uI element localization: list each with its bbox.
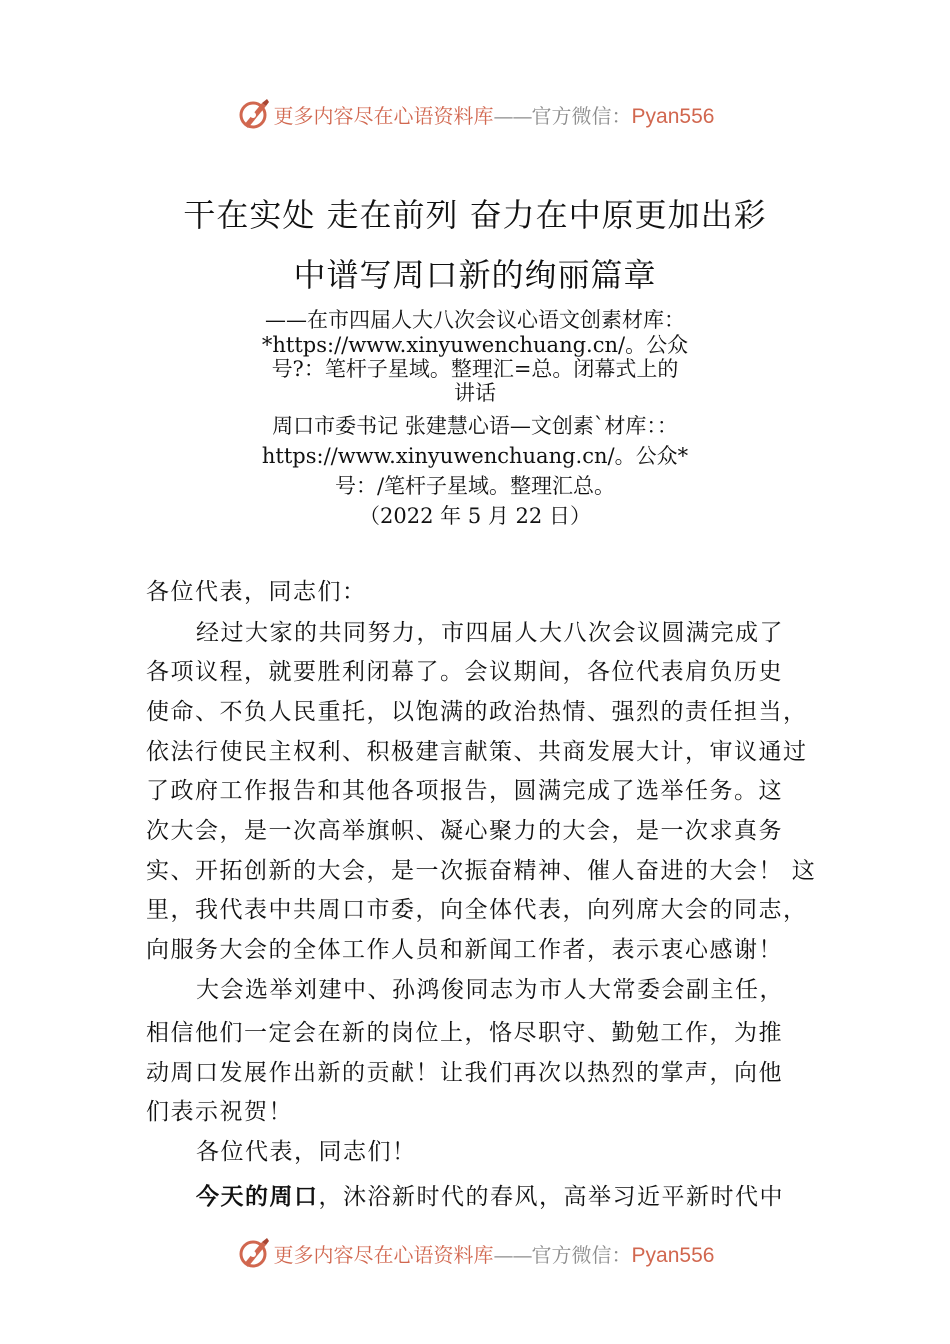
paragraph-line: 动周口发展作出新的贡献！让我们再次以热烈的掌声，向他 bbox=[146, 1060, 783, 1086]
paragraph-line bbox=[196, 1178, 866, 1211]
paragraph-line: 次大会，是一次高举旗帜、凝心聚力的大会，是一次求真务 bbox=[146, 818, 783, 844]
paragraph-line: 们表示祝贺！ bbox=[146, 1099, 293, 1125]
banner-text: 更多内容尽在心语资料库——官方微信：Pyan556 bbox=[273, 1242, 715, 1267]
paragraph-line: 经过大家的共同努力，市四届人大八次会议圆满完成了 bbox=[196, 620, 784, 646]
page-title-line-1: 干在实处 走在前列 奋力在中原更加出彩 bbox=[183, 196, 767, 234]
paragraph-line: 各项议程，就要胜利闭幕了。会议期间，各位代表肩负历史 bbox=[146, 659, 783, 685]
paragraph-text: ，沐浴新时代的春风，高举习近平新时代中 bbox=[318, 1184, 784, 1210]
subtitle-line: ——在市四届人大八次会议心语文创素材库： bbox=[265, 308, 685, 332]
salutation: 各位代表，同志们： bbox=[146, 579, 367, 605]
paragraph-line: 依法行使民主权利、积极建言献策、共商发展大计，审议通过 bbox=[146, 739, 808, 765]
banner-text: 更多内容尽在心语资料库——官方微信：Pyan556 bbox=[273, 103, 715, 128]
paragraph-line: 相信他们一定会在新的岗位上，恪尽职守、勤勉工作，为推 bbox=[146, 1020, 783, 1046]
paragraph-line: 各位代表，同志们！ bbox=[196, 1139, 417, 1165]
paragraph-line: 实、开拓创新的大会，是一次振奋精神、催人奋进的大会！ 这 bbox=[146, 858, 817, 884]
paragraph-line: 大会选举刘建中、孙鸿俊同志为市人大常委会副主任， bbox=[196, 977, 784, 1003]
bold-lead-text: 今天的周口 bbox=[196, 1184, 319, 1210]
pen-logo-icon bbox=[236, 97, 270, 131]
paragraph-line: 使命、不负人民重托，以饱满的政治热情、强烈的责任担当， bbox=[146, 699, 808, 725]
author-line: https://www.xinyuwenchuang.cn/。公众* bbox=[261, 444, 689, 468]
date-line: （2022 年 5 月 22 日） bbox=[359, 504, 591, 528]
author-line: 号：/笔杆子星域。整理汇总。 bbox=[334, 474, 616, 498]
paragraph-line: 了政府工作报告和其他各项报告，圆满完成了选举任务。这 bbox=[146, 778, 783, 804]
page-title-line-2: 中谱写周口新的绚丽篇章 bbox=[293, 256, 657, 294]
pen-logo-icon bbox=[236, 1236, 270, 1270]
subtitle-line: 号?：笔杆子星域。整理汇=总。闭幕式上的 bbox=[271, 357, 679, 381]
footer-watermark-banner bbox=[0, 1233, 950, 1273]
subtitle-line: *https://www.xinyuwenchuang.cn/。公众 bbox=[261, 333, 689, 357]
header-watermark-banner bbox=[0, 94, 950, 134]
paragraph-line: 向服务大会的全体工作人员和新闻工作者，表示衷心感谢！ bbox=[146, 937, 783, 963]
author-line: 周口市委书记 张建慧心语—文创素`材库：： bbox=[272, 414, 678, 438]
paragraph-line: 里，我代表中共周口市委，向全体代表，向列席大会的同志， bbox=[146, 897, 808, 923]
subtitle-line: 讲话 bbox=[454, 381, 496, 405]
